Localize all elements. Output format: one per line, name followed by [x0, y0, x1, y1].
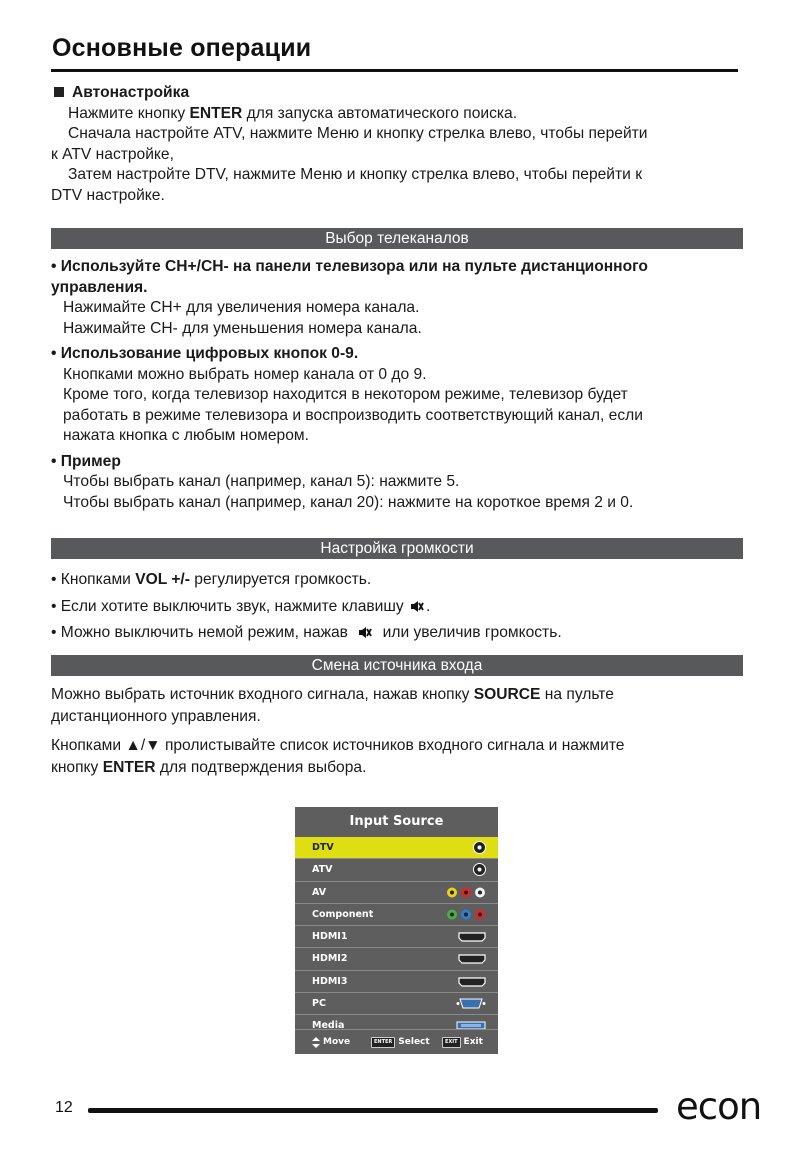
channel-text: нажата кнопка с любым номером.: [63, 427, 309, 444]
source-item-label: AV: [312, 886, 327, 898]
channel-text: Кнопками можно выбрать номер канала от 0 до 9.: [63, 365, 427, 383]
section-bar-source: Смена источника входа: [51, 655, 743, 676]
title-rule: [51, 69, 738, 72]
auto-tune-heading: Автонастройка: [72, 84, 190, 101]
enter-key-text: ENTER: [102, 758, 156, 776]
move-hint: [312, 1030, 350, 1054]
select-label: Select: [398, 1037, 430, 1047]
auto-tune-text: для запуска автоматического поиска.: [242, 104, 518, 122]
channel-block: [51, 257, 751, 513]
auto-tune-text: Нажмите кнопку: [68, 104, 190, 122]
source-block: [51, 684, 751, 778]
channel-item-title: • Пример: [51, 452, 121, 470]
source-text: дистанционного управления.: [51, 707, 261, 725]
channel-item-title: управления.: [51, 278, 148, 296]
source-item-label: HDMI2: [312, 953, 348, 965]
up-down-arrow-icon: [312, 1037, 320, 1048]
source-item-label: HDMI1: [312, 931, 348, 943]
auto-tune-text: DTV настройке.: [51, 186, 165, 204]
auto-tune-block: [51, 83, 751, 206]
menu-footer: [295, 1029, 498, 1054]
channel-text: Нажимайте CH- для уменьшения номера канала.: [63, 319, 422, 337]
source-text: на пульте: [540, 686, 614, 703]
source-text: Можно выбрать источник входного сигнала, нажав кнопку: [51, 686, 474, 703]
source-item-hdmi1[interactable]: [295, 925, 498, 947]
channel-item-title: • Использование цифровых кнопок 0-9.: [51, 345, 359, 362]
channel-text: работать в режиме телевизора и воспроизводить соответствующий канал, если: [63, 406, 643, 424]
exit-label: Exit: [463, 1037, 483, 1047]
volume-text: • Кнопками: [51, 571, 136, 588]
source-item-hdmi2[interactable]: [295, 947, 498, 969]
channel-text: Чтобы выбрать канал (например, канал 5): нажмите 5.: [63, 473, 460, 490]
enter-key-text: ENTER: [189, 104, 243, 122]
section-bar-channels: Выбор телеканалов: [51, 228, 743, 249]
source-item-component[interactable]: [295, 903, 498, 925]
source-item-label: DTV: [312, 842, 334, 853]
source-item-label: HDMI3: [312, 975, 348, 987]
select-hint: [371, 1030, 430, 1054]
channel-item-title: • Используйте CH+/CH- на панели телевизора или на пульте дистанционного: [51, 258, 648, 275]
volume-block: [51, 567, 751, 647]
auto-tune-text: Затем настройте DTV, нажмите Меню и кнопку стрелка влево, чтобы перейти к: [68, 166, 643, 183]
exit-hint: [442, 1030, 483, 1054]
enter-key-icon: ENTER: [371, 1037, 395, 1048]
source-text: Кнопками ▲/▼ пролистывайте список источников входного сигнала и нажмите: [51, 737, 625, 754]
source-text: кнопку: [51, 758, 103, 776]
volume-text: .: [426, 597, 431, 615]
channel-text: Чтобы выбрать канал (например, канал 20): нажмите на короткое время 2 и 0.: [63, 493, 634, 511]
mute-icon: [410, 600, 424, 613]
channel-text: Нажимайте CH+ для увеличения номера канала.: [63, 299, 420, 316]
source-item-label: Component: [312, 908, 374, 920]
source-item-hdmi3[interactable]: [295, 970, 498, 992]
page-title: Основные операции: [52, 34, 312, 62]
footer-rule: [88, 1108, 658, 1113]
source-text: для подтверждения выбора.: [155, 758, 367, 776]
source-item-label: PC: [312, 998, 326, 1010]
source-item-pc[interactable]: [295, 992, 498, 1014]
input-source-menu: [295, 807, 498, 1054]
brand-logo: econ: [676, 1085, 762, 1128]
auto-tune-text: к ATV настройке,: [51, 145, 174, 163]
move-label: Move: [323, 1037, 351, 1047]
source-key-text: SOURCE: [473, 686, 541, 703]
volume-text: • Если хотите выключить звук, нажмите клавишу: [51, 597, 404, 615]
volume-text: • Можно выключить немой режим, нажав: [51, 624, 348, 641]
volume-text: или увеличив громкость.: [382, 624, 562, 641]
auto-tune-text: Сначала настройте ATV, нажмите Меню и кнопку стрелка влево, чтобы перейти: [68, 125, 648, 142]
mute-icon: [358, 626, 372, 639]
source-item-label: ATV: [312, 864, 333, 876]
exit-key-icon: EXIT: [442, 1037, 461, 1048]
volume-text: регулируется громкость.: [189, 571, 372, 588]
source-item-av[interactable]: [295, 881, 498, 903]
input-source-title: Input Source: [349, 814, 444, 829]
square-bullet-icon: [54, 87, 64, 97]
vol-key-text: VOL +/-: [135, 571, 190, 588]
section-bar-volume: Настройка громкости: [51, 538, 743, 559]
source-item-atv[interactable]: [295, 858, 498, 880]
source-item-dtv[interactable]: [295, 837, 498, 858]
channel-text: Кроме того, когда телевизор находится в некотором режиме, телевизор будет: [63, 386, 628, 403]
page-number: 12: [55, 1099, 73, 1116]
input-source-list: [295, 837, 498, 1037]
source-item-label: Media: [312, 1020, 345, 1032]
